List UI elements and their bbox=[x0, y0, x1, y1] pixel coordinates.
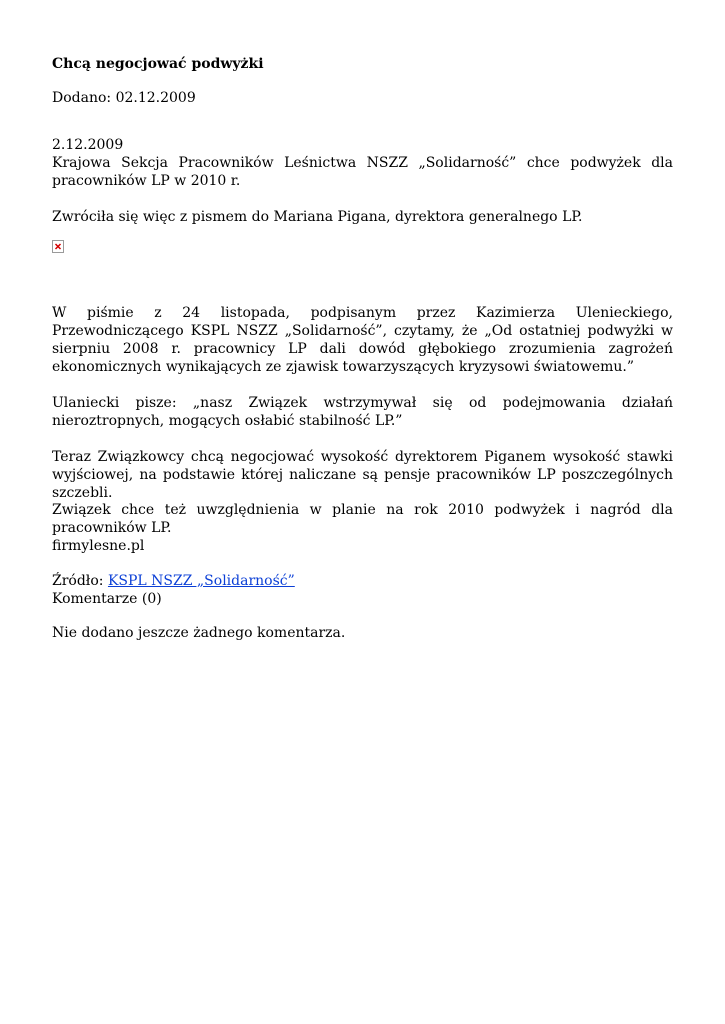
attribution: firmylesne.pl bbox=[52, 538, 145, 554]
source-label: Źródło: bbox=[52, 573, 104, 589]
comments-heading: Komentarze (0) bbox=[52, 591, 162, 607]
article-date: 2.12.2009 bbox=[52, 137, 124, 153]
paragraph-plan: Związek chce też uwzględnienia w planie na rok 2010 podwyżek i nagród dla pracowników LP. bbox=[52, 502, 673, 536]
paragraph-ulaniecki: Ulaniecki pisze: „nasz Związek wstrzymywał się od podejmowania działań nieroztropnych, mogących osłabić stabilność LP.” bbox=[52, 395, 673, 429]
paragraph-intro: Krajowa Sekcja Pracowników Leśnictwa NSZZ „Solidarność” chce podwyżek dla pracowników LP w 2010 r. bbox=[52, 155, 673, 189]
paragraph-negotiation: Teraz Związkowcy chcą negocjować wysokość dyrektorem Piganem wysokość stawki wyjściowej, na podstawie której naliczane są pensje pracowników LP poszczególnych szczebli. bbox=[52, 449, 673, 501]
paragraph-letter: Zwróciła się więc z pismem do Mariana Pigana, dyrektora generalnego LP. bbox=[52, 209, 583, 225]
article-title: Chcą negocjować podwyżki bbox=[52, 56, 264, 72]
comments-empty-text: Nie dodano jeszcze żadnego komentarza. bbox=[52, 625, 346, 641]
added-date: Dodano: 02.12.2009 bbox=[52, 90, 196, 106]
source-line bbox=[52, 572, 673, 590]
paragraph-quote: W piśmie z 24 listopada, podpisanym przez Kazimierza Ulenieckiego, Przewodniczącego KSPL NSZZ „Solidarność”, czytamy, że „Od ostatniej podwyżki w sierpniu 2008 r. pracownicy LP dali dowód głębokiego zrozumienia zagrożeń ekonomicznych wynikających ze zjawisk towarzyszących kryzysowi światowemu.” bbox=[52, 305, 673, 375]
broken-image-icon bbox=[52, 240, 64, 253]
source-link[interactable]: KSPL NSZZ „Solidarność” bbox=[107, 573, 295, 589]
